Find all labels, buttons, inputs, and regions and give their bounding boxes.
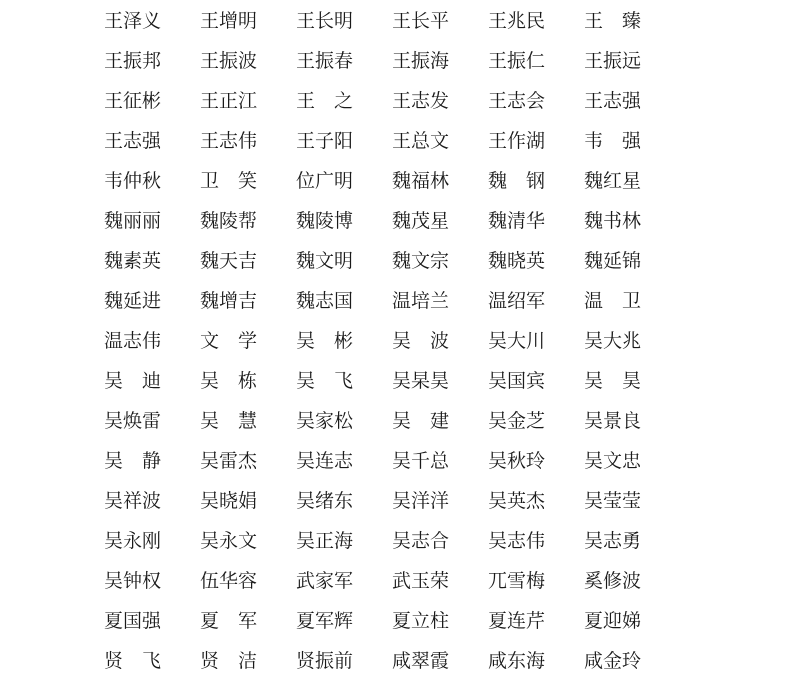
name-cell: 王振春 xyxy=(296,50,354,72)
name-cell: 王振远 xyxy=(584,50,642,72)
name-cell: 吴景良 xyxy=(584,410,642,432)
name-cell: 吴家松 xyxy=(296,410,354,432)
name-cell: 吴洋洋 xyxy=(392,490,450,512)
name-cell: 吴栋 xyxy=(200,370,277,392)
name-cell: 吴金芝 xyxy=(488,410,546,432)
name-cell: 吴大川 xyxy=(488,330,546,352)
name-list-grid xyxy=(104,0,664,680)
name-cell: 吴志勇 xyxy=(584,530,642,552)
name-cell: 王志强 xyxy=(104,130,162,152)
name-cell: 咸翠霞 xyxy=(392,650,450,672)
name-cell: 吴连志 xyxy=(296,450,354,472)
name-cell: 魏红星 xyxy=(584,170,642,192)
name-cell: 王泽义 xyxy=(104,10,162,32)
name-cell: 魏陵帮 xyxy=(200,210,258,232)
name-cell: 吴永刚 xyxy=(104,530,162,552)
name-cell: 武家军 xyxy=(296,570,354,592)
name-cell: 吴国宾 xyxy=(488,370,546,392)
name-cell: 吴晓娟 xyxy=(200,490,258,512)
name-cell: 韦仲秋 xyxy=(104,170,162,192)
name-cell: 奚修波 xyxy=(584,570,642,592)
name-cell: 魏延锦 xyxy=(584,250,642,272)
name-cell: 吴杲昊 xyxy=(392,370,450,392)
name-cell: 吴文忠 xyxy=(584,450,642,472)
name-cell: 王振邦 xyxy=(104,50,162,72)
name-cell: 咸东海 xyxy=(488,650,546,672)
name-cell: 夏国强 xyxy=(104,610,162,632)
name-cell: 王振海 xyxy=(392,50,450,72)
name-cell: 伍华容 xyxy=(200,570,258,592)
name-cell: 吴志合 xyxy=(392,530,450,552)
name-cell: 吴静 xyxy=(104,450,181,472)
name-cell: 温培兰 xyxy=(392,290,450,312)
name-cell: 王志发 xyxy=(392,90,450,112)
name-cell: 吴大兆 xyxy=(584,330,642,352)
name-cell: 王长平 xyxy=(392,10,450,32)
name-cell: 王作湖 xyxy=(488,130,546,152)
name-cell: 吴正海 xyxy=(296,530,354,552)
name-cell: 夏连芹 xyxy=(488,610,546,632)
name-cell: 吴永文 xyxy=(200,530,258,552)
name-cell: 吴飞 xyxy=(296,370,373,392)
name-cell: 魏晓英 xyxy=(488,250,546,272)
name-cell: 夏迎娣 xyxy=(584,610,642,632)
name-cell: 武玉荣 xyxy=(392,570,450,592)
name-cell: 魏书林 xyxy=(584,210,642,232)
name-cell: 魏钢 xyxy=(488,170,565,192)
name-cell: 夏立柱 xyxy=(392,610,450,632)
name-cell: 魏天吉 xyxy=(200,250,258,272)
name-cell: 吴志伟 xyxy=(488,530,546,552)
name-cell: 吴波 xyxy=(392,330,469,352)
name-cell: 王正江 xyxy=(200,90,258,112)
name-cell: 魏福林 xyxy=(392,170,450,192)
name-cell: 吴彬 xyxy=(296,330,373,352)
name-cell: 吴慧 xyxy=(200,410,277,432)
name-cell: 夏军辉 xyxy=(296,610,354,632)
name-cell: 魏丽丽 xyxy=(104,210,162,232)
name-cell: 王志强 xyxy=(584,90,642,112)
name-cell: 吴建 xyxy=(392,410,469,432)
name-cell: 文学 xyxy=(200,330,277,352)
name-cell: 韦强 xyxy=(584,130,661,152)
name-cell: 魏素英 xyxy=(104,250,162,272)
name-cell: 魏文宗 xyxy=(392,250,450,272)
name-cell: 王志会 xyxy=(488,90,546,112)
name-cell: 魏陵博 xyxy=(296,210,354,232)
name-cell: 兀雪梅 xyxy=(488,570,546,592)
name-cell: 王臻 xyxy=(584,10,661,32)
name-cell: 王增明 xyxy=(200,10,258,32)
name-cell: 魏增吉 xyxy=(200,290,258,312)
name-cell: 魏文明 xyxy=(296,250,354,272)
name-cell: 魏清华 xyxy=(488,210,546,232)
name-cell: 温卫 xyxy=(584,290,661,312)
name-cell: 温志伟 xyxy=(104,330,162,352)
name-cell: 王振仁 xyxy=(488,50,546,72)
name-cell: 王振波 xyxy=(200,50,258,72)
name-cell: 夏军 xyxy=(200,610,277,632)
name-cell: 王总文 xyxy=(392,130,450,152)
name-cell: 吴千总 xyxy=(392,450,450,472)
name-cell: 吴钟权 xyxy=(104,570,162,592)
name-cell: 位广明 xyxy=(296,170,354,192)
name-cell: 贤飞 xyxy=(104,650,181,672)
name-cell: 王子阳 xyxy=(296,130,354,152)
name-cell: 咸金玲 xyxy=(584,650,642,672)
name-cell: 王之 xyxy=(296,90,373,112)
name-cell: 温绍军 xyxy=(488,290,546,312)
name-cell: 王兆民 xyxy=(488,10,546,32)
name-cell: 卫笑 xyxy=(200,170,277,192)
name-cell: 吴秋玲 xyxy=(488,450,546,472)
name-cell: 吴焕雷 xyxy=(104,410,162,432)
name-cell: 贤振前 xyxy=(296,650,354,672)
name-cell: 王志伟 xyxy=(200,130,258,152)
name-cell: 魏志国 xyxy=(296,290,354,312)
name-cell: 吴雷杰 xyxy=(200,450,258,472)
name-cell: 吴莹莹 xyxy=(584,490,642,512)
name-cell: 吴昊 xyxy=(584,370,661,392)
name-cell: 吴英杰 xyxy=(488,490,546,512)
name-cell: 贤洁 xyxy=(200,650,277,672)
name-cell: 魏延进 xyxy=(104,290,162,312)
name-cell: 王征彬 xyxy=(104,90,162,112)
name-cell: 吴迪 xyxy=(104,370,181,392)
name-cell: 吴祥波 xyxy=(104,490,162,512)
name-cell: 王长明 xyxy=(296,10,354,32)
name-cell: 吴绪东 xyxy=(296,490,354,512)
name-cell: 魏茂星 xyxy=(392,210,450,232)
